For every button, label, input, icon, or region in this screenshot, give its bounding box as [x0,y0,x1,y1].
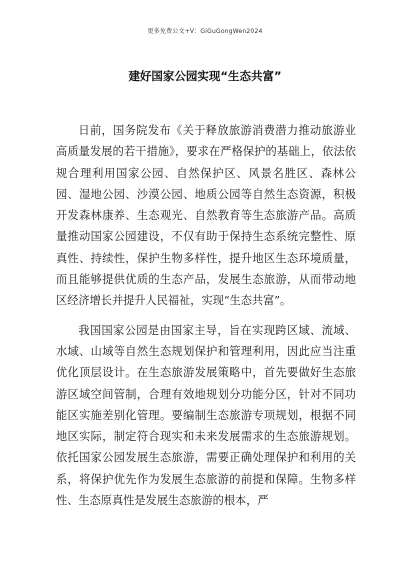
document-body [56,120,356,519]
paragraph-1: 日前，国务院发布《关于释放旅游消费潜力推动旅游业高质量发展的若干措施》，要求在严格保护的基础上，依法依规合理利用国家公园、自然保护区、风景名胜区、森林公园、湿地公园、沙漠公园、地质公园等自然生态资源，积极开发森林康养、生态观光、自然教育等生态旅游产品。高质量推动国家公园建设，不仅有助于保持生态系统完整性、原真性、持续性，保护生物多样性，提升地区生态环境质量，而且能够提供优质的生态产品，发展生态旅游，从而带动地区经济增长并提升人民福祉，实现“生态共富”。 [56,124,356,308]
paragraph-2: 我国国家公园是由国家主导，旨在实现跨区域、流域、水域、山域等自然生态规划保护和管理利用，因此应当注重优化顶层设计。在生态旅游发展策略中，首先要做好生态旅游区域空间管制，合理有效地规划分功能分区，针对不同功能区实施差别化管理。要编制生态旅游专项规划，根据不同地区实际，制定符合现实和未来发展需求的生态旅游规划。依托国家公园发展生态旅游，需要正确处理保护和利用的关系，将保护优先作为发展生态旅游的前提和保障。生物多样性、生态原真性是发展生态旅游的根本，严 [56,323,356,508]
document-title: 建好国家公园实现“生态共富” [128,69,282,83]
header-note: 更多免费公文+V：GiGuGongWen2024 [147,28,263,35]
